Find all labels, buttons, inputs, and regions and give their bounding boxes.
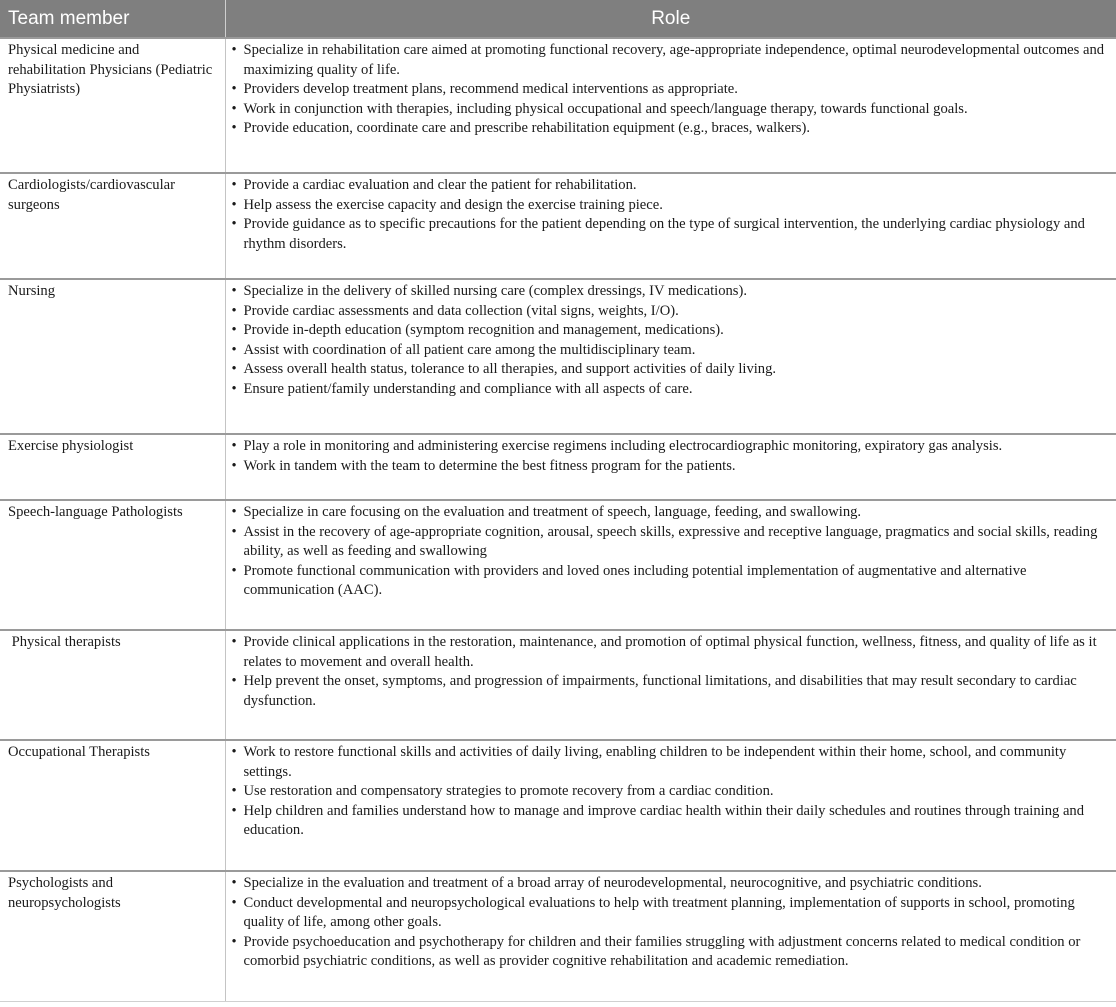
table-row	[0, 740, 1116, 871]
role-item: • Help children and families understand how to manage and improve cardiac health within their daily schedules and routines through training and education.	[231, 802, 1085, 838]
column-header-role: Role	[225, 0, 1116, 38]
role-cell	[225, 434, 1116, 500]
role-item: • Help assess the exercise capacity and design the exercise training piece.	[231, 196, 663, 213]
role-cell	[225, 173, 1116, 279]
role-list	[232, 437, 1116, 476]
role-list	[232, 743, 1116, 841]
table-row	[0, 630, 1116, 740]
team-member-cell: Physical medicine and rehabilitation Physicians (Pediatric Physiatrists)	[0, 38, 225, 173]
role-item: • Specialize in rehabilitation care aimed at promoting functional recovery, age-appropriate independence, optimal neurodevelopmental outcomes and maximizing quality of life.	[231, 42, 1105, 78]
role-item: • Work in tandem with the team to determine the best fitness program for the patients.	[231, 457, 736, 474]
role-item: • Help prevent the onset, symptoms, and progression of impairments, functional limitations, and disabilities that may result secondary to cardiac dysfunction.	[231, 673, 1077, 709]
team-member-cell: Speech-language Pathologists	[0, 500, 225, 630]
role-item: • Specialize in care focusing on the evaluation and treatment of speech, language, feeding, and swallowing.	[231, 504, 862, 520]
header-row	[0, 0, 1116, 38]
role-item: • Provide in-depth education (symptom recognition and management, medications).	[231, 322, 724, 338]
team-member-cell: Occupational Therapists	[0, 740, 225, 871]
role-item: • Provide a cardiac evaluation and clear the patient for rehabilitation.	[231, 177, 637, 193]
team-member-cell: Psychologists and neuropsychologists	[0, 871, 225, 1001]
role-list	[232, 176, 1116, 254]
role-cell	[225, 279, 1116, 434]
role-item: • Provide education, coordinate care and prescribe rehabilitation equipment (e.g., braces, walkers).	[231, 120, 810, 136]
role-item: • Assess overall health status, tolerance to all therapies, and support activities of daily living.	[231, 361, 777, 377]
role-cell	[225, 500, 1116, 630]
role-item: • Provide psychoeducation and psychotherapy for children and their families struggling with adjustment concerns related to medical condition or comorbid psychiatric conditions, as well as provider cognitive rehabilitation and academic remediation.	[231, 933, 1081, 969]
role-item: • Providers develop treatment plans, recommend medical interventions as appropriate.	[231, 81, 738, 97]
role-cell	[225, 38, 1116, 173]
role-item: • Work in conjunction with therapies, including physical occupational and speech/language therapy, towards functional goals.	[231, 100, 968, 117]
role-item: • Assist with coordination of all patient care among the multidisciplinary team.	[231, 341, 696, 358]
role-item: • Conduct developmental and neuropsychological evaluations to help with treatment planning, implementation of supports in school, promoting quality of life, among other goals.	[231, 894, 1075, 930]
role-item: • Use restoration and compensatory strategies to promote recovery from a cardiac condition.	[231, 783, 774, 799]
column-header-team-member: Team member	[0, 0, 225, 38]
role-item: • Play a role in monitoring and administering exercise regimens including electrocardiographic monitoring, expiratory gas analysis.	[231, 438, 1003, 454]
role-item: • Provide cardiac assessments and data collection (vital signs, weights, I/O).	[231, 302, 679, 319]
role-item: • Ensure patient/family understanding and compliance with all aspects of care.	[231, 380, 693, 397]
role-cell	[225, 871, 1116, 1001]
role-item: • Promote functional communication with providers and loved ones including potential implementation of augmentative and alternative communication (AAC).	[231, 562, 1027, 598]
role-list	[232, 41, 1116, 139]
table-row	[0, 38, 1116, 173]
table-header	[0, 0, 1116, 38]
table-row	[0, 871, 1116, 1001]
team-member-cell: Physical therapists	[0, 630, 225, 740]
table-row	[0, 500, 1116, 630]
table-row	[0, 434, 1116, 500]
role-item: • Provide clinical applications in the restoration, maintenance, and promotion of optimal physical function, wellness, fitness, and quality of life as it relates to movement and overall health.	[231, 634, 1097, 670]
role-item: • Specialize in the delivery of skilled nursing care (complex dressings, IV medications).	[231, 283, 747, 299]
role-cell	[225, 740, 1116, 871]
role-list	[232, 282, 1116, 399]
team-member-cell: Cardiologists/cardiovascular surgeons	[0, 173, 225, 279]
role-list	[232, 874, 1116, 972]
role-item: • Assist in the recovery of age-appropriate cognition, arousal, speech skills, expressive and receptive language, pragmatics and social skills, reading ability, as well as feeding and swallowing	[231, 523, 1098, 559]
role-cell	[225, 630, 1116, 740]
table-body	[0, 38, 1116, 1001]
role-item: • Work to restore functional skills and activities of daily living, enabling children to be independent within their home, school, and community settings.	[231, 744, 1067, 780]
role-list	[232, 633, 1116, 711]
team-member-cell: Exercise physiologist	[0, 434, 225, 500]
team-member-cell: Nursing	[0, 279, 225, 434]
role-item: • Specialize in the evaluation and treatment of a broad array of neurodevelopmental, neurocognitive, and psychiatric conditions.	[231, 875, 982, 891]
table-row	[0, 279, 1116, 434]
table-row	[0, 173, 1116, 279]
role-item: • Provide guidance as to specific precautions for the patient depending on the type of surgical intervention, the underlying cardiac physiology and rhythm disorders.	[231, 216, 1085, 252]
role-list	[232, 503, 1116, 601]
